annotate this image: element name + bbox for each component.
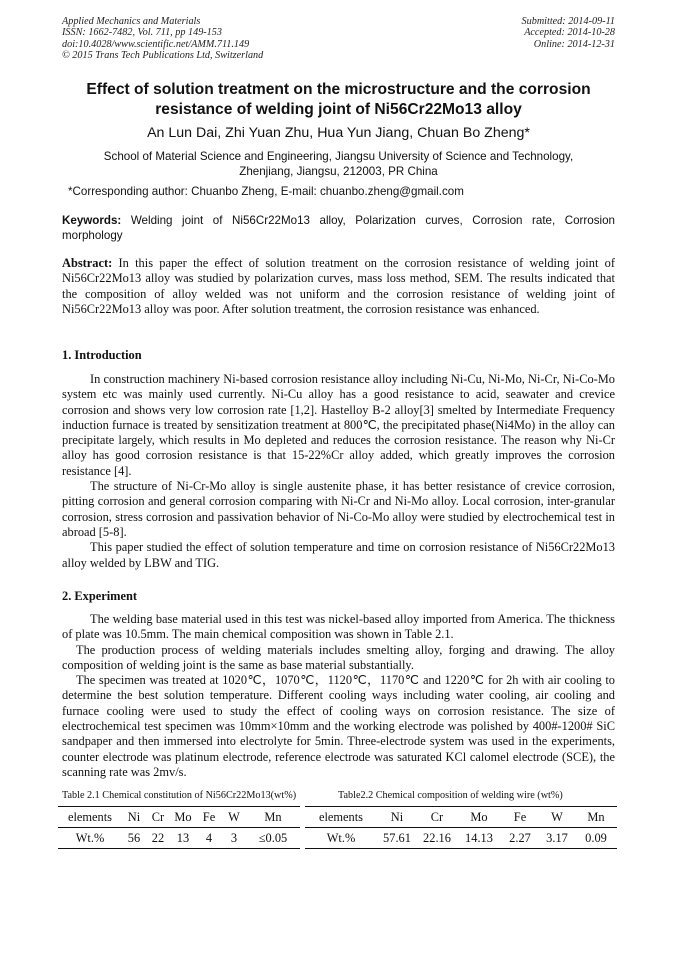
chemical-table-base xyxy=(58,806,300,849)
table-header-cell: Mo xyxy=(457,807,501,828)
paper-title xyxy=(62,80,615,120)
date-online: Online: 2014-12-31 xyxy=(533,38,615,50)
abstract-label: Abstract: xyxy=(62,256,113,270)
title-line: resistance of welding joint of Ni56Cr22Mo13 alloy xyxy=(155,101,522,118)
table-cell: 3 xyxy=(230,830,238,845)
table-header-cell: elements xyxy=(305,807,377,828)
table-header-row xyxy=(58,807,300,828)
table-cell: 22.16 xyxy=(423,830,451,845)
table-cell: 57.61 xyxy=(383,830,411,845)
table-cell: 56 xyxy=(127,830,141,845)
abstract xyxy=(62,256,615,317)
date-accepted: Accepted: 2014-10-28 xyxy=(524,27,615,39)
table-caption: Table 2.1 Chemical constitution of Ni56Cr22Mo13(wt%) xyxy=(62,790,297,801)
table-cell: 2.27 xyxy=(509,830,531,845)
corresponding-author: *Corresponding author: Chuanbo Zheng, E-mail: chuanbo.zheng@gmail.com xyxy=(68,185,464,198)
affiliation-line: Zhenjiang, Jiangsu, 212003, PR China xyxy=(239,164,438,178)
table-cell: ≤0.05 xyxy=(258,830,288,845)
table-header-cell: Mo xyxy=(170,807,196,828)
table-header-cell: Cr xyxy=(146,807,170,828)
date-submitted: Submitted: 2014-09-11 xyxy=(521,16,615,27)
chemical-table-wire xyxy=(305,806,617,849)
section-heading-introduction: 1. Introduction xyxy=(62,348,142,362)
table-header-cell: Ni xyxy=(377,807,417,828)
title-line: Effect of solution treatment on the microstructure and the corrosion xyxy=(86,81,591,98)
keywords-text: Welding joint of Ni56Cr22Mo13 alloy, Polarization curves, Corrosion rate, Corrosion morphology xyxy=(62,214,615,242)
paragraph: The structure of Ni-Cr-Mo alloy is single austenite phase, it has better resistance of crevice corrosion, pitting corrosion and general corrosion comparing with Ni-Cr and Ni-Mo alloy. Local corrosion, inter-granular corrosion, stress corrosion and passivation behavior of Ni-Co-Mo alloy were studied by electrochemical test in abroad [5-8]. xyxy=(62,479,615,539)
table-header-cell: Fe xyxy=(196,807,222,828)
section-heading-experiment: 2. Experiment xyxy=(62,589,138,603)
table-header-row xyxy=(305,807,617,828)
table-cell: 3.17 xyxy=(546,830,568,845)
paragraph: The welding base material used in this test was nickel-based alloy imported from America. The thickness of plate was 10.5mm. The main chemical composition was shown in Table 2.1. xyxy=(62,612,615,642)
journal-copyright: © 2015 Trans Tech Publications Ltd, Switzerland xyxy=(62,50,264,62)
submission-dates xyxy=(522,16,615,50)
table-cell: Wt.% xyxy=(75,830,105,845)
table-cell: 13 xyxy=(176,830,190,845)
journal-doi: doi:10.4028/www.scientific.net/AMM.711.149 xyxy=(62,38,250,50)
abstract-text: In this paper the effect of solution treatment on the corrosion resistance of welding joint of Ni56Cr22Mo13 alloy was studied by polarization curves, mass loss method, SEM. The results indicated that the composition of alloy welded was not uniform and the corrosion resistance of welding joint of Ni56Cr22Mo13 alloy was poor. After solution treatment, the corrosion resistance was enhanced. xyxy=(62,256,615,316)
table-header-cell: Mn xyxy=(575,807,617,828)
table-header-cell: Ni xyxy=(122,807,146,828)
journal-issn: ISSN: 1662-7482, Vol. 711, pp 149-153 xyxy=(62,27,222,39)
paragraph: In construction machinery Ni-based corrosion resistance alloy including Ni-Cu, Ni-Mo, Ni-Cr, Ni-Co-Mo system etc was mainly used currently. Ni-Cu alloy has a good resistance to acid, seawater and crevice corrosion and shows very low corrosion rate [1,2]. Hastelloy B-2 alloy[3] smelted by Intermediate Frequency induction furnace is treated by sensitization treatment at 800℃, the precipitated phase(Ni4Mo) in the alloy can precipitate largely, which results in Mo depleted and reduces the corrosion resistance. The reason why Ni-Cr alloy has good corrosion resistance is that 15-22%Cr alloy added, which greatly improves the corrosion resistance [4]. xyxy=(62,372,615,478)
table-header-cell: W xyxy=(222,807,246,828)
keywords xyxy=(62,213,615,243)
affiliation-line: School of Material Science and Engineering, Jiangsu University of Science and Technology, xyxy=(103,150,574,163)
table-cell: 4 xyxy=(205,830,213,845)
table-row xyxy=(58,828,300,849)
paragraph: The production process of welding materials includes smelting alloy, forging and drawing. The alloy composition of welding joint is the same as base material substantially. xyxy=(62,642,615,672)
introduction-body xyxy=(62,372,615,571)
journal-name: Applied Mechanics and Materials xyxy=(62,16,201,27)
experiment-body xyxy=(62,612,615,780)
table-cell: 14.13 xyxy=(465,830,493,845)
keywords-label: Keywords: xyxy=(62,214,122,227)
table-cell: 22 xyxy=(151,830,165,845)
journal-info xyxy=(62,16,263,62)
affiliation xyxy=(62,150,615,179)
table-caption: Table2.2 Chemical composition of welding wire (wt%) xyxy=(338,790,563,801)
table-header-cell: Fe xyxy=(501,807,539,828)
table-header-cell: Mn xyxy=(246,807,300,828)
table-cell: 0.09 xyxy=(585,830,607,845)
table-row xyxy=(305,828,617,849)
paragraph: This paper studied the effect of solution temperature and time on corrosion resistance of Ni56Cr22Mo13 alloy welded by LBW and TIG. xyxy=(62,540,615,570)
paragraph: The specimen was treated at 1020℃，1070℃，1120℃，1170℃ and 1220℃ for 2h with air cooling to determine the best solution temperature. Different cooling ways including water cooling, air cooling and furnace cooling were used to study the effect of cooling ways on corrosion resistance. The size of electrochemical test specimen was 10mm×10mm and the working electrode was polished by 400#-1200# SiC sandpaper and then immersed into electrolyte for 5min. Three-electrode system was used in the experiments, counter electrode was platinum electrode, reference electrode was saturated KCl calomel electrode (SCE), the scanning rate was 2mv/s. xyxy=(62,673,615,779)
table-header-cell: W xyxy=(539,807,575,828)
table-header-cell: elements xyxy=(58,807,122,828)
table-cell: Wt.% xyxy=(326,830,356,845)
author-list: An Lun Dai, Zhi Yuan Zhu, Hua Yun Jiang, Chuan Bo Zheng* xyxy=(147,125,530,141)
table-header-cell: Cr xyxy=(417,807,457,828)
